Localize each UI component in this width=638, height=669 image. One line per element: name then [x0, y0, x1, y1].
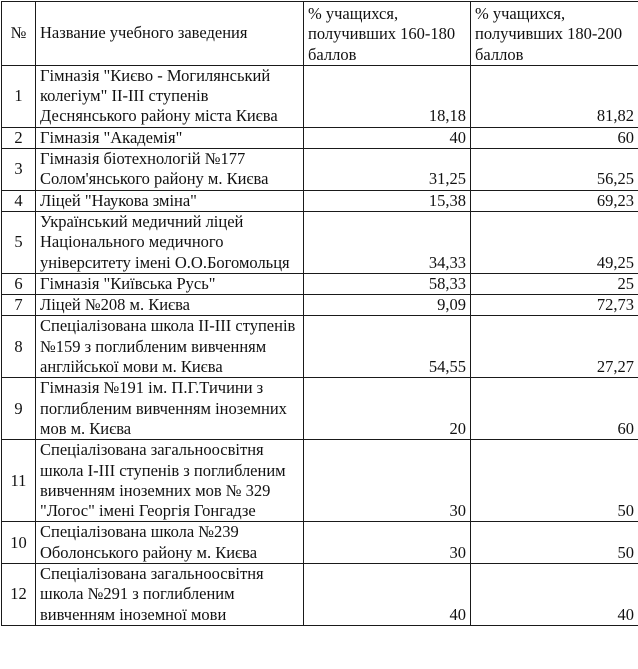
table-row: [2, 149, 638, 191]
pct-160-180: 58,33: [304, 273, 471, 294]
pct-180-200: 72,73: [471, 295, 638, 316]
pct-160-180: 30: [304, 522, 471, 564]
table-row: [2, 378, 638, 440]
row-number: 4: [2, 190, 36, 211]
school-name: Гімназія "Академія": [36, 127, 304, 148]
pct-160-180: 18,18: [304, 65, 471, 127]
pct-160-180: 34,33: [304, 211, 471, 273]
row-number: 6: [2, 273, 36, 294]
table-row: [2, 522, 638, 564]
pct-160-180: 30: [304, 440, 471, 522]
pct-180-200: 50: [471, 440, 638, 522]
pct-160-180: 20: [304, 378, 471, 440]
pct-160-180: 31,25: [304, 149, 471, 191]
pct-180-200: 60: [471, 127, 638, 148]
pct-160-180: 40: [304, 127, 471, 148]
row-number: 8: [2, 316, 36, 378]
school-name: Гімназія "Києво - Могилянський колегіум" ІІ-ІІІ ступенів Деснянського району міста Києва: [36, 65, 304, 127]
header-school-name: Название учебного заведения: [36, 2, 304, 66]
row-number: 1: [2, 65, 36, 127]
row-number: 10: [2, 522, 36, 564]
row-number: 9: [2, 378, 36, 440]
pct-180-200: 50: [471, 522, 638, 564]
row-number: 12: [2, 564, 36, 626]
school-name: Спеціалізована школа №239 Оболонського району м. Києва: [36, 522, 304, 564]
school-name: Спеціалізована загальноосвітня школа І-ІІІ ступенів з поглибленим вивченням іноземних мов № 329 "Логос" імені Георгія Гонгадзе: [36, 440, 304, 522]
row-number: 3: [2, 149, 36, 191]
table-header-row: [2, 2, 638, 66]
row-number: 2: [2, 127, 36, 148]
pct-180-200: 69,23: [471, 190, 638, 211]
table-row: [2, 564, 638, 626]
table-row: [2, 127, 638, 148]
school-name: Гімназія №191 ім. П.Г.Тичини з поглибленим вивченням іноземних мов м. Києва: [36, 378, 304, 440]
school-name: Український медичний ліцей Національного медичного університету імені О.О.Богомольця: [36, 211, 304, 273]
pct-180-200: 25: [471, 273, 638, 294]
table-row: [2, 295, 638, 316]
school-name: Спеціалізована загальноосвітня школа №291 з поглибленим вивченням іноземної мови: [36, 564, 304, 626]
header-pct-160-180: % учащихся, получивших 160-180 баллов: [304, 2, 471, 66]
pct-160-180: 15,38: [304, 190, 471, 211]
school-name: Гімназія біотехнологій №177 Солом'янського району м. Києва: [36, 149, 304, 191]
pct-160-180: 40: [304, 564, 471, 626]
table-row: [2, 316, 638, 378]
table-row: [2, 190, 638, 211]
school-results-table: [1, 1, 638, 626]
pct-180-200: 56,25: [471, 149, 638, 191]
row-number: 11: [2, 440, 36, 522]
table-row: [2, 440, 638, 522]
school-name: Гімназія "Київська Русь": [36, 273, 304, 294]
school-name: Ліцей "Наукова зміна": [36, 190, 304, 211]
pct-160-180: 54,55: [304, 316, 471, 378]
table-row: [2, 65, 638, 127]
header-pct-180-200: % учащихся, получивших 180-200 баллов: [471, 2, 638, 66]
table-row: [2, 273, 638, 294]
pct-160-180: 9,09: [304, 295, 471, 316]
row-number: 5: [2, 211, 36, 273]
row-number: 7: [2, 295, 36, 316]
school-name: Ліцей №208 м. Києва: [36, 295, 304, 316]
header-number: №: [2, 2, 36, 66]
pct-180-200: 81,82: [471, 65, 638, 127]
pct-180-200: 49,25: [471, 211, 638, 273]
pct-180-200: 27,27: [471, 316, 638, 378]
school-name: Спеціалізована школа ІІ-ІІІ ступенів №159 з поглибленим вивченням англійської мови м. Києва: [36, 316, 304, 378]
table-row: [2, 211, 638, 273]
pct-180-200: 40: [471, 564, 638, 626]
pct-180-200: 60: [471, 378, 638, 440]
